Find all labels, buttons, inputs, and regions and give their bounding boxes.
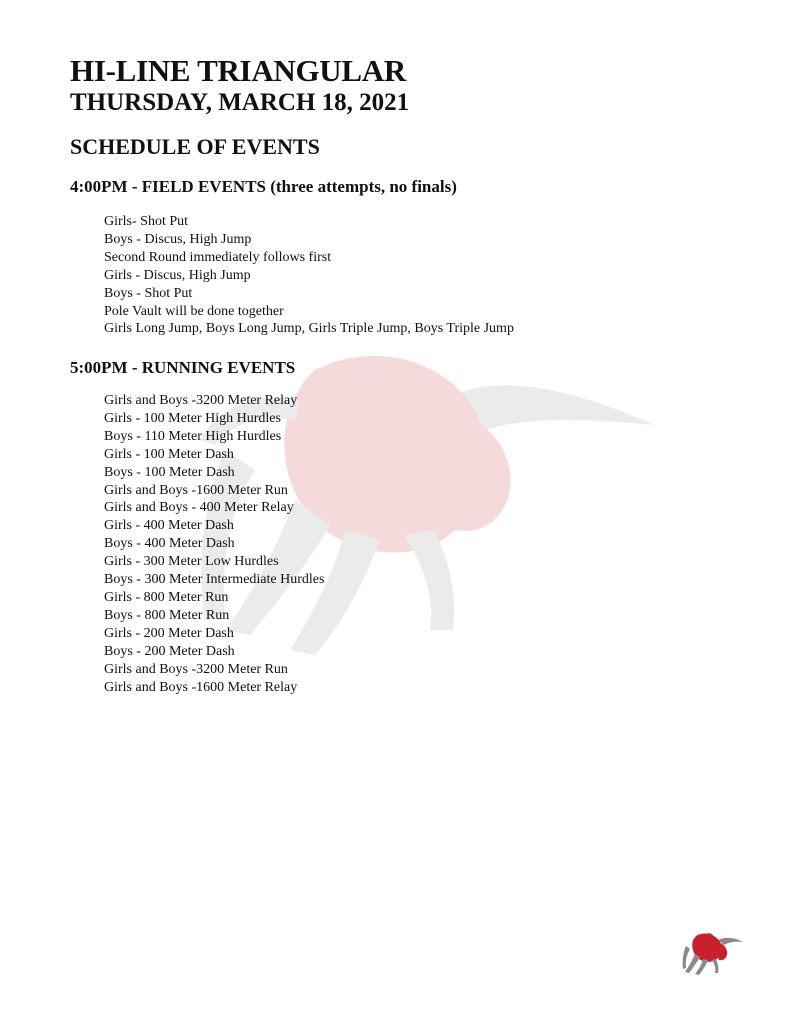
field-events-list xyxy=(104,213,514,338)
field-events-heading: 4:00PM - FIELD EVENTS (three attempts, no finals) xyxy=(70,177,457,196)
list-item: Boys - 300 Meter Intermediate Hurdles xyxy=(104,572,325,588)
list-item: Girls - 400 Meter Dash xyxy=(104,518,234,534)
running-events-list xyxy=(104,392,324,696)
list-item: Boys - Shot Put xyxy=(104,285,193,301)
list-item: Girls and Boys -3200 Meter Run xyxy=(104,661,288,677)
list-item: Girls - 100 Meter Dash xyxy=(104,446,234,462)
list-item: Girls- Shot Put xyxy=(104,214,189,229)
list-item: Boys - 200 Meter Dash xyxy=(104,643,235,659)
list-item: Girls - Discus, High Jump xyxy=(104,267,251,283)
list-item: Girls - 800 Meter Run xyxy=(104,589,229,605)
list-item: Girls Long Jump, Boys Long Jump, Girls Triple Jump, Boys Triple Jump xyxy=(104,321,514,337)
list-item: Boys - 100 Meter Dash xyxy=(104,464,235,480)
list-item: Girls and Boys - 400 Meter Relay xyxy=(104,500,294,516)
schedule-heading: SCHEDULE OF EVENTS xyxy=(70,134,320,159)
list-item: Second Round immediately follows first xyxy=(104,249,332,265)
bull-logo-icon xyxy=(682,928,744,976)
list-item: Girls - 300 Meter Low Hurdles xyxy=(104,554,279,570)
list-item: Pole Vault will be done together xyxy=(104,303,284,319)
list-item: Girls - 200 Meter Dash xyxy=(104,625,234,641)
list-item: Girls - 100 Meter High Hurdles xyxy=(104,410,281,426)
page-title: HI-LINE TRIANGULAR xyxy=(70,53,406,88)
list-item: Girls and Boys -1600 Meter Run xyxy=(104,482,288,498)
running-events-heading: 5:00PM - RUNNING EVENTS xyxy=(70,358,296,377)
list-item: Boys - Discus, High Jump xyxy=(104,231,252,247)
event-date: THURSDAY, MARCH 18, 2021 xyxy=(70,89,410,116)
list-item: Boys - 110 Meter High Hurdles xyxy=(104,428,282,444)
list-item: Girls and Boys -3200 Meter Relay xyxy=(104,393,298,408)
list-item: Boys - 400 Meter Dash xyxy=(104,536,235,552)
list-item: Girls and Boys -1600 Meter Relay xyxy=(104,679,298,695)
list-item: Boys - 800 Meter Run xyxy=(104,607,230,623)
